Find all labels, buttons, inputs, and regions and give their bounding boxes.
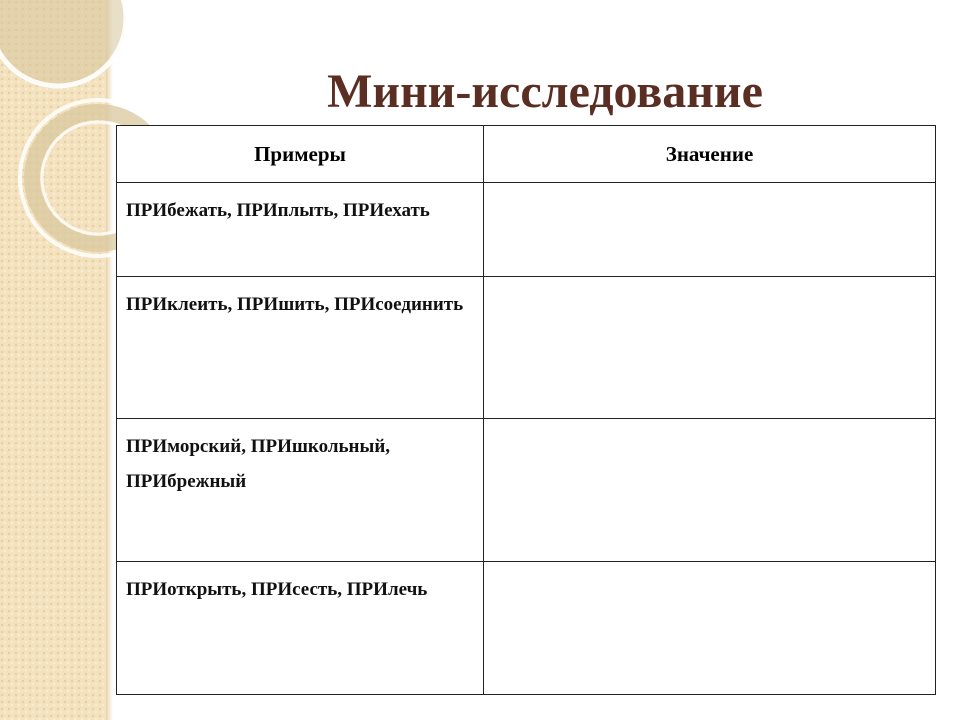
meaning-cell[interactable] [484, 562, 936, 695]
header-examples: Примеры [117, 126, 484, 183]
examples-text: ПРИбежать, ПРИплыть, ПРИехать [126, 200, 430, 221]
examples-cell [117, 419, 484, 562]
table-row [117, 562, 936, 695]
examples-text: ПРИоткрыть, ПРИсесть, ПРИлечь [126, 579, 428, 600]
meaning-cell[interactable] [484, 419, 936, 562]
slide-title: Мини-исследование [327, 65, 763, 118]
meaning-text [484, 419, 935, 429]
table-row [117, 277, 936, 419]
meaning-text [484, 277, 935, 287]
meaning-cell[interactable] [484, 277, 936, 419]
research-table [116, 125, 936, 695]
examples-text: ПРИклеить, ПРИшить, ПРИсоединить [126, 294, 464, 315]
research-table-container [116, 125, 935, 693]
meaning-text [484, 562, 935, 572]
examples-cell [117, 277, 484, 419]
examples-cell [117, 183, 484, 277]
examples-cell [117, 562, 484, 695]
meaning-text [484, 183, 935, 193]
table-row [117, 183, 936, 277]
meaning-cell[interactable] [484, 183, 936, 277]
header-meaning: Значение [484, 126, 936, 183]
examples-text: ПРИморский, ПРИшкольный, ПРИбрежный [126, 436, 391, 492]
table-header-row [117, 126, 936, 183]
table-row [117, 419, 936, 562]
